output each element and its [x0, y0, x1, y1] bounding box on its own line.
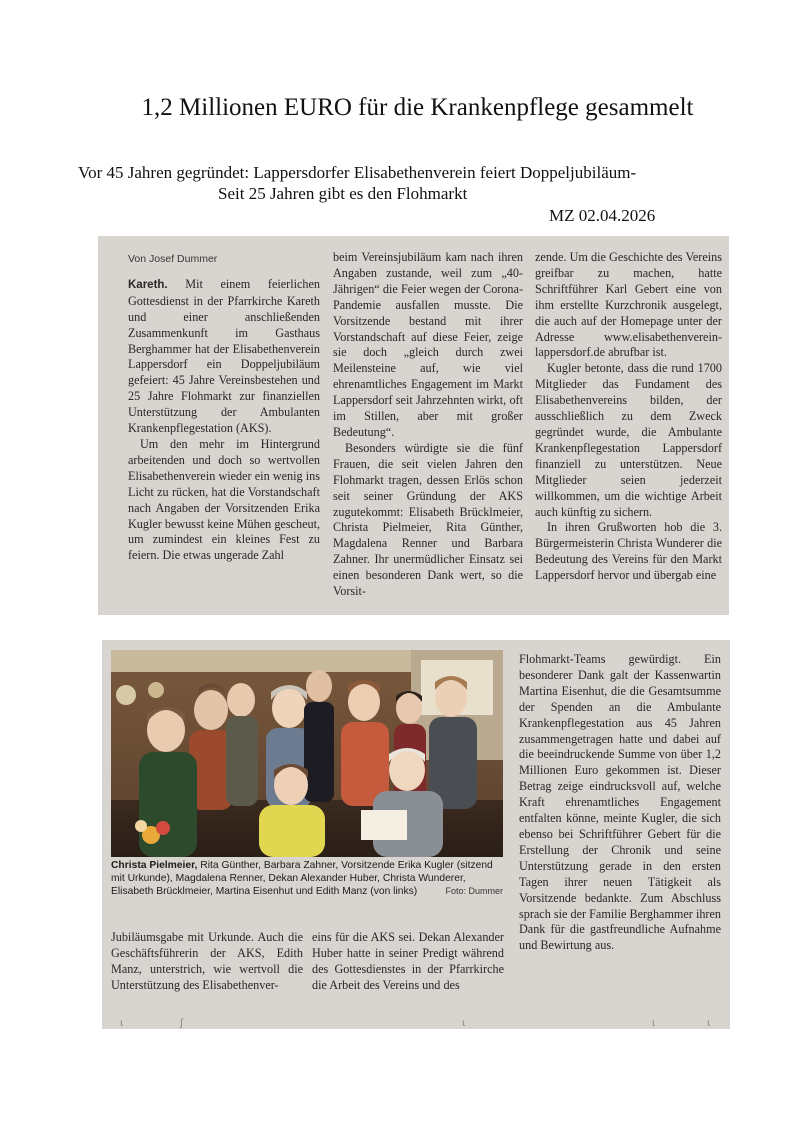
paragraph: Kugler betonte, dass die rund 1700 Mitglieder das Fundament des Elisabethenvereins bilden, der ausschließlich zu dem Zweck gegründet wurde, die Ambulante Krankenpflegestation Lappersdorf finanziell zu unterstützen. Neue Mitglieder seien jederzeit willkommen, um die wichtige Arbeit auch künftig zu sichern.: [535, 361, 722, 519]
byline: Von Josef Dummer: [128, 253, 218, 265]
article-column-bottom-left: [111, 930, 303, 994]
group-photo-illustration: [111, 650, 503, 857]
svg-text:ι: ι: [120, 1018, 124, 1029]
article-column-1: [128, 252, 320, 564]
paragraph: Besonders würdigte sie die fünf Frauen, die seit vielen Jahren den Flohmarkt tragen, dessen Erlös schon seit seiner Gründung der AKS zugutekommt: Elisabeth Brücklmeier, Christa Pielmeier, Rita Günther, Magdalena Renner und Barbara Zahner. Ihr unermüdlicher Einsatz sei einen besonderen Dank wert, so die Vorsit-: [333, 440, 523, 599]
paragraph: beim Vereinsjubiläum kam nach ihren Angaben zustande, weil zum „40-Jährigen“ die Feier wegen der Corona-Pandemie ausfallen musste. Die Vorsitzende bestand mit ihrer Vorstandschaft auf diese Feier, zeige sie doch „gleich durch zwei Meilensteine auf, wie viel ehrenamtliches Engagement im Markt Lappersdorf seit Jahrzehnten wirkt, oft im Stillen, aber mit großer Bedeutung“.: [333, 250, 523, 439]
paper-specks: [102, 1015, 730, 1029]
article-column-bottom-mid: [312, 930, 504, 994]
paragraph: In ihren Grußworten hob die 3. Bürgermeisterin Christa Wunderer die Bedeutung des Vereins für den Markt Lappersdorf hervor und übergab eine: [535, 520, 722, 583]
svg-text:ι: ι: [652, 1018, 656, 1029]
photo-caption: [111, 859, 503, 898]
paragraph: [128, 277, 320, 437]
paragraph: Flohmarkt-Teams gewürdigt. Ein besonderer Dank galt der Kassenwartin Martina Eisenhut, die die Gesamtsumme der Spenden an die Ambulante Krankenpflegestation aus 45 Jahren zusammengetragen hatte und dabei auf die beeindruckende Summe von über 1,2 Millionen Euro gekommen ist. Dieser Betrag zeige eindrucksvoll auf, welche Kraft ehrenamtliches Engagement entfalten könne, meinte Kugler, die sich ebenso bei Schriftführer Gebert für die Erstellung der Chronik und seine Unterstützung gerade in den ersten Tagen ihrer neuen Tätigkeit als Vorsitzende bedankte. Zum Abschluss sprach sie der Familie Berghammer ihren Dank für die gastfreundliche Aufnahme und Bewirtung aus.: [519, 652, 721, 953]
subtitle-line-2: Seit 25 Jahren gibt es den Flohmarkt: [218, 184, 468, 203]
paragraph: Um den mehr im Hintergrund arbeitenden und doch so wertvollen Elisabethenverein wieder ein wenig ins Licht zu rücken, hat die Vorstandschaft nach Angaben der Vorsitzenden Erika Kugler bewusst keine Mühen gescheut, um zumindest ein kleines Fest zu feiern. Die etwas ungerade Zahl: [128, 436, 320, 563]
group-photo: [111, 650, 503, 857]
subtitle-line-1: Vor 45 Jahren gegründet: Lappersdorfer Elisabethenverein feiert Doppeljubiläum-: [78, 163, 637, 182]
article-column-right: [519, 652, 721, 954]
svg-text:ι: ι: [707, 1018, 711, 1029]
headline: 1,2 Millionen EURO für die Krankenpflege gesammelt: [141, 94, 694, 121]
svg-text:ʃ: ʃ: [180, 1018, 184, 1029]
paragraph: eins für die AKS sei. Dekan Alexander Huber hatte in seiner Predigt während des Gottesdienstes in der Pfarrkirche die Arbeit des Vereins und des: [312, 930, 504, 992]
photo-credit: Foto: Dummer: [445, 886, 503, 896]
source-date: MZ 02.04.2026: [549, 206, 656, 225]
newspaper-clipping-photo: [102, 640, 730, 1029]
dateline: Kareth.: [128, 278, 168, 291]
article-column-3: [535, 250, 722, 584]
newspaper-clipping-text: [98, 236, 729, 615]
article-column-2: [333, 250, 523, 600]
paragraph-text: Mit einem feierlichen Gottesdienst in der Pfarrkirche Kareth und einer anschließenden Zusammenkunft im Gasthaus Berghammer hat der Elisabethenverein Lappersdorf ein Doppeljubiläum gefeiert: 45 Jahre Vereinsbestehen und 25 Jahre Flohmarkt zur finanziellen Unterstützung der Ambulanten Krankenpflegestation (AKS).: [128, 276, 320, 436]
paragraph: Jubiläumsgabe mit Urkunde. Auch die Geschäftsführerin der AKS, Edith Manz, unterstrich, wie wertvoll die Unterstützung des Elisabethenver-: [111, 930, 303, 992]
caption-lead: Christa Pielmeier,: [111, 860, 198, 871]
caption-text: Rita Günther, Barbara Zahner, Vorsitzende Erika Kugler (sitzend mit Urkunde), Magdalena Renner, Dekan Alexander Huber, Christa Wunderer, Elisabeth Brücklmeier, Martina Eisenhut und Edith Manz (von links): [111, 860, 493, 897]
svg-text:ι: ι: [462, 1018, 466, 1029]
paragraph: zende. Um die Geschichte des Vereins greifbar zu machen, hatte Schriftführer Karl Gebert eine von ihm erstellte Kurzchronik ausgelegt, die auch auf der Homepage unter der Adresse www.elisabethenverein-lappersdorf.de abrufbar ist.: [535, 250, 722, 360]
